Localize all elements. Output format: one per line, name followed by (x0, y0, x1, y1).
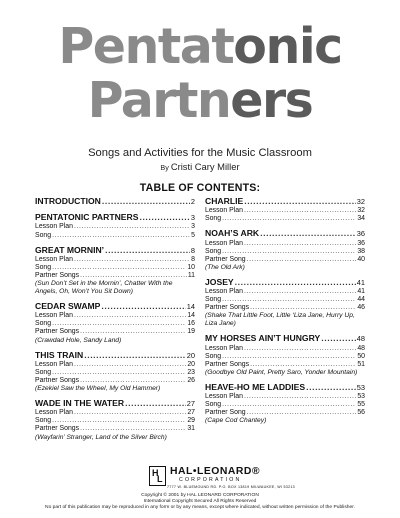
toc-entry (35, 369, 195, 377)
title-line-2 (0, 72, 400, 129)
toc-section-title-label: CHARLIE (205, 196, 244, 206)
toc-entry (205, 353, 365, 361)
toc-entry-page: 55 (357, 401, 365, 409)
toc-entry-leader (52, 232, 190, 240)
toc-entry-label: Song (205, 296, 222, 304)
toc-section-title-label: PENTATONIC PARTNERS (35, 212, 139, 223)
toc-entry-page: 53 (357, 393, 365, 401)
toc-section-title-page: 3 (190, 213, 195, 223)
toc-entry-label: Song (35, 231, 52, 239)
toc-section-title (205, 382, 365, 393)
subtitle: Songs and Activities for the Music Classroom (88, 147, 312, 159)
toc-section (205, 277, 365, 328)
toc-entry-label: Song (205, 352, 222, 360)
toc-section-title-page: 27 (186, 399, 195, 409)
toc-entry-label: Partner Song (205, 409, 246, 417)
copyright-line-1: Copyright © 2001 by HAL LEONARD CORPORATION (141, 493, 259, 498)
toc-section-title-leader (139, 212, 189, 222)
toc-entry-page: 23 (187, 368, 195, 376)
toc-section-title-leader (101, 301, 185, 311)
toc-section-title-page: 32 (356, 197, 365, 206)
toc-entry-leader (247, 409, 357, 417)
toc-entry-page: 16 (187, 320, 195, 328)
toc-entry-leader (52, 417, 186, 425)
logo-mark-l: L (157, 474, 163, 484)
toc-section-title-leader (105, 245, 190, 255)
toc-entry-page: 11 (187, 271, 195, 279)
toc-section-title (205, 228, 365, 239)
byline-author: Cristi Cary Miller (170, 161, 240, 172)
toc-partner-songs: (Goodbye Old Paint, Pretty Saro, Yonder Mountain) (205, 368, 358, 376)
toc-entry-leader (52, 369, 186, 377)
toc-entry-leader (52, 320, 186, 328)
toc-entry-leader (80, 425, 186, 433)
toc-entry-leader (244, 240, 356, 248)
toc-section-title-page: 53 (356, 382, 365, 392)
toc-section-title-leader (84, 350, 186, 360)
toc-section-title-label: INTRODUCTION (35, 196, 101, 206)
copyright-notice (0, 493, 400, 510)
title-line-1 (0, 18, 400, 75)
toc-partner-songs: (Shake That Little Foot, Little ‘Liza Jane, Hurry Up, Liza Jane) (205, 312, 355, 328)
toc-entry-leader (244, 207, 356, 215)
toc-entry (35, 256, 195, 264)
toc-entry (35, 312, 195, 320)
byline (0, 161, 400, 172)
publisher-address: 7777 W. BLUEMOUND RD. P.O. BOX 13819 MILWAUKEE, WI 53213 (167, 485, 295, 489)
toc-section-title (35, 350, 195, 361)
toc-section-title-leader (321, 333, 356, 343)
toc-section-title-leader (260, 228, 356, 238)
logo-mark-h: H (152, 468, 159, 478)
toc-entry-page: 27 (187, 409, 195, 417)
toc-partner-songs: (The Old Ark) (205, 263, 245, 271)
toc-entry-label: Lesson Plan (35, 409, 73, 417)
toc-section-title-leader (125, 398, 186, 408)
toc-partner-songs: (Ezekiel Saw the Wheel, My Old Hammer) (35, 385, 161, 393)
toc-section (205, 333, 365, 376)
toc-section (35, 212, 195, 239)
toc-section-title (35, 398, 195, 409)
title-line-1-light: Pentat (58, 18, 234, 75)
toc-entry (35, 232, 195, 240)
toc-entry-label: Lesson Plan (205, 344, 243, 352)
toc-entry-label: Partner Songs (35, 425, 80, 433)
toc-partner-songs: (Cape Cod Chantey) (205, 417, 267, 425)
toc-entry-page: 48 (357, 344, 365, 352)
toc-entry-label: Partner Songs (35, 376, 80, 384)
toc-entry-page: 10 (187, 263, 195, 271)
toc-entry-label: Song (35, 368, 52, 376)
toc-entry-label: Lesson Plan (35, 312, 73, 320)
title-line-2-dark: ers (230, 72, 313, 129)
toc-entry-page: 32 (357, 207, 365, 215)
toc-section-title-leader (102, 196, 190, 206)
toc-entry-leader (52, 264, 186, 272)
toc-entry-page: 31 (187, 425, 195, 433)
toc-entry (205, 409, 365, 417)
toc-entry-leader (80, 377, 186, 385)
toc-entry-leader (74, 223, 190, 231)
toc-entry (35, 328, 195, 336)
toc-entry-label: Lesson Plan (35, 255, 73, 263)
toc-entry (35, 361, 195, 369)
toc-entry-page: 40 (357, 255, 365, 263)
toc-section-title-leader (244, 196, 356, 206)
toc-left-column (35, 196, 195, 447)
toc-entry-leader (74, 361, 186, 369)
toc-entry-label: Lesson Plan (205, 207, 243, 215)
toc-section-title-label: WADE IN THE WATER (35, 398, 125, 409)
toc-section-title (35, 212, 195, 223)
toc-entry-leader (222, 248, 356, 256)
toc-entry (35, 320, 195, 328)
toc-entry-page: 46 (357, 304, 365, 312)
toc-section-title-page: 2 (190, 197, 195, 206)
toc-entry-label: Lesson Plan (205, 288, 243, 296)
toc-entry-leader (250, 304, 356, 312)
toc-entry-leader (250, 361, 356, 369)
toc-entry-leader (74, 312, 186, 320)
toc-entry-label: Song (35, 263, 52, 271)
toc-entry (35, 409, 195, 417)
publisher-logo (145, 465, 295, 495)
toc-entry-label: Lesson Plan (35, 360, 73, 368)
toc-section-title-page: 48 (356, 334, 365, 344)
toc-entry-page: 8 (191, 255, 195, 263)
toc-section (35, 398, 195, 441)
toc-entry-leader (222, 296, 356, 304)
toc-entry-page: 51 (357, 360, 365, 368)
toc-section-title-page: 14 (186, 302, 195, 312)
toc-section (205, 228, 365, 271)
toc-entry-page: 3 (191, 223, 195, 231)
toc-entry-page: 56 (357, 409, 365, 417)
toc-section-title (35, 245, 195, 256)
toc-entry-leader (244, 393, 356, 401)
toc-entry-page: 5 (191, 231, 195, 239)
publisher-logo-mark (149, 466, 166, 486)
toc-entry (205, 345, 365, 353)
toc-entry-leader (244, 345, 356, 353)
toc-section-title-label: JOSEY (205, 276, 234, 287)
toc-entry (205, 256, 365, 264)
toc-entry (35, 223, 195, 231)
toc-entry (35, 264, 195, 272)
title-line-1-dark: onic (233, 18, 342, 75)
toc-section-title-leader (306, 382, 356, 392)
toc-section-title-page: 41 (356, 277, 365, 287)
toc-entry (205, 304, 365, 312)
toc-partner-songs: (Crawdad Hole, Sandy Land) (35, 336, 122, 344)
toc-entry-page: 44 (357, 296, 365, 304)
toc-entry-leader (222, 401, 356, 409)
toc-entry-label: Song (205, 401, 222, 409)
toc-section-title (35, 301, 195, 312)
toc-section-title-label: MY HORSES AIN’T HUNGRY (205, 333, 321, 344)
toc-entry-page: 38 (357, 247, 365, 255)
toc-entry-page: 41 (357, 288, 365, 296)
toc-entry-page: 29 (187, 417, 195, 425)
toc-entry (35, 425, 195, 433)
toc-entry-label: Song (35, 417, 52, 425)
toc-entry-leader (80, 272, 187, 280)
toc-partner-songs: (Sun Don’t Set in the Mornin’, Chatter With the Angels, Oh, Won’t You Sit Down) (35, 280, 173, 296)
toc-entry-page: 19 (187, 328, 195, 336)
toc-entry-label: Partner Songs (35, 328, 80, 336)
toc-section (35, 350, 195, 393)
toc-section-title-page: 36 (356, 229, 365, 239)
toc-section (205, 196, 365, 223)
toc-section-title-page: 8 (190, 245, 195, 255)
toc-entry (205, 296, 365, 304)
title-line-2-light: Partn (87, 72, 231, 129)
toc-heading: TABLE OF CONTENTS: (139, 182, 261, 194)
toc-entry-page: 34 (357, 215, 365, 223)
toc-entry-leader (244, 288, 356, 296)
toc-entry-leader (80, 328, 186, 336)
toc-entry (205, 393, 365, 401)
toc-entry-leader (222, 215, 356, 223)
toc-entry-label: Partner Song (205, 255, 246, 263)
toc-section (35, 301, 195, 344)
toc-entry-page: 20 (187, 360, 195, 368)
toc-section-title-label: CEDAR SWAMP (35, 301, 101, 312)
toc-section-title-label: HEAVE-HO ME LADDIES (205, 381, 306, 392)
toc-section-title (205, 333, 365, 344)
toc-entry-leader (74, 256, 190, 264)
toc-section-title (205, 277, 365, 288)
toc-entry-page: 26 (187, 376, 195, 384)
toc-entry-label: Partner Songs (35, 271, 80, 279)
copyright-line-3: No part of this publication may be reproduced in any form or by any means, except where indicated, without written permission of the Publisher. (45, 504, 355, 510)
toc-entry-leader (74, 409, 186, 417)
toc-entry-leader (247, 256, 357, 264)
toc-entry-label: Partner Songs (205, 304, 250, 312)
toc-entry (205, 248, 365, 256)
toc-entry-label: Lesson Plan (205, 393, 243, 401)
publisher-name: HAL•LEONARD® (170, 466, 261, 477)
toc-entry-page: 14 (187, 312, 195, 320)
toc-entry-label: Lesson Plan (35, 223, 73, 231)
toc-section-title (205, 196, 365, 207)
toc-section-title (35, 196, 195, 207)
toc-entry-label: Song (205, 215, 222, 223)
toc-entry (205, 361, 365, 369)
toc-right-column (205, 196, 365, 430)
toc-section (35, 245, 195, 296)
toc-partner-songs: (Wayfarin’ Stranger, Land of the Silver Birch) (35, 433, 167, 441)
toc-section (35, 196, 195, 207)
toc-entry (205, 215, 365, 223)
toc-entry (35, 272, 195, 280)
toc-entry (205, 240, 365, 248)
toc-section (205, 382, 365, 425)
toc-entry (205, 288, 365, 296)
toc-entry-page: 36 (357, 239, 365, 247)
toc-entry-label: Song (35, 320, 52, 328)
publisher-corp: CORPORATION (179, 477, 242, 483)
toc-entry-leader (222, 353, 356, 361)
toc-section-title-page: 20 (186, 350, 195, 360)
toc-entry-label: Lesson Plan (205, 239, 243, 247)
toc-section-title-label: GREAT MORNIN’ (35, 244, 105, 255)
toc-entry (35, 377, 195, 385)
toc-entry (205, 401, 365, 409)
toc-section-title-label: THIS TRAIN (35, 349, 84, 360)
toc-section-title-label: NOAH’S ARK (205, 228, 260, 239)
toc-entry (205, 207, 365, 215)
toc-entry-label: Song (205, 247, 222, 255)
copyright-line-2: International Copyright Secured All Rights Reserved (143, 498, 257, 504)
toc-entry-page: 50 (357, 352, 365, 360)
toc-entry (35, 417, 195, 425)
toc-entry-label: Partner Songs (205, 360, 250, 368)
toc-section-title-leader (235, 277, 356, 287)
byline-by: By (160, 163, 169, 172)
